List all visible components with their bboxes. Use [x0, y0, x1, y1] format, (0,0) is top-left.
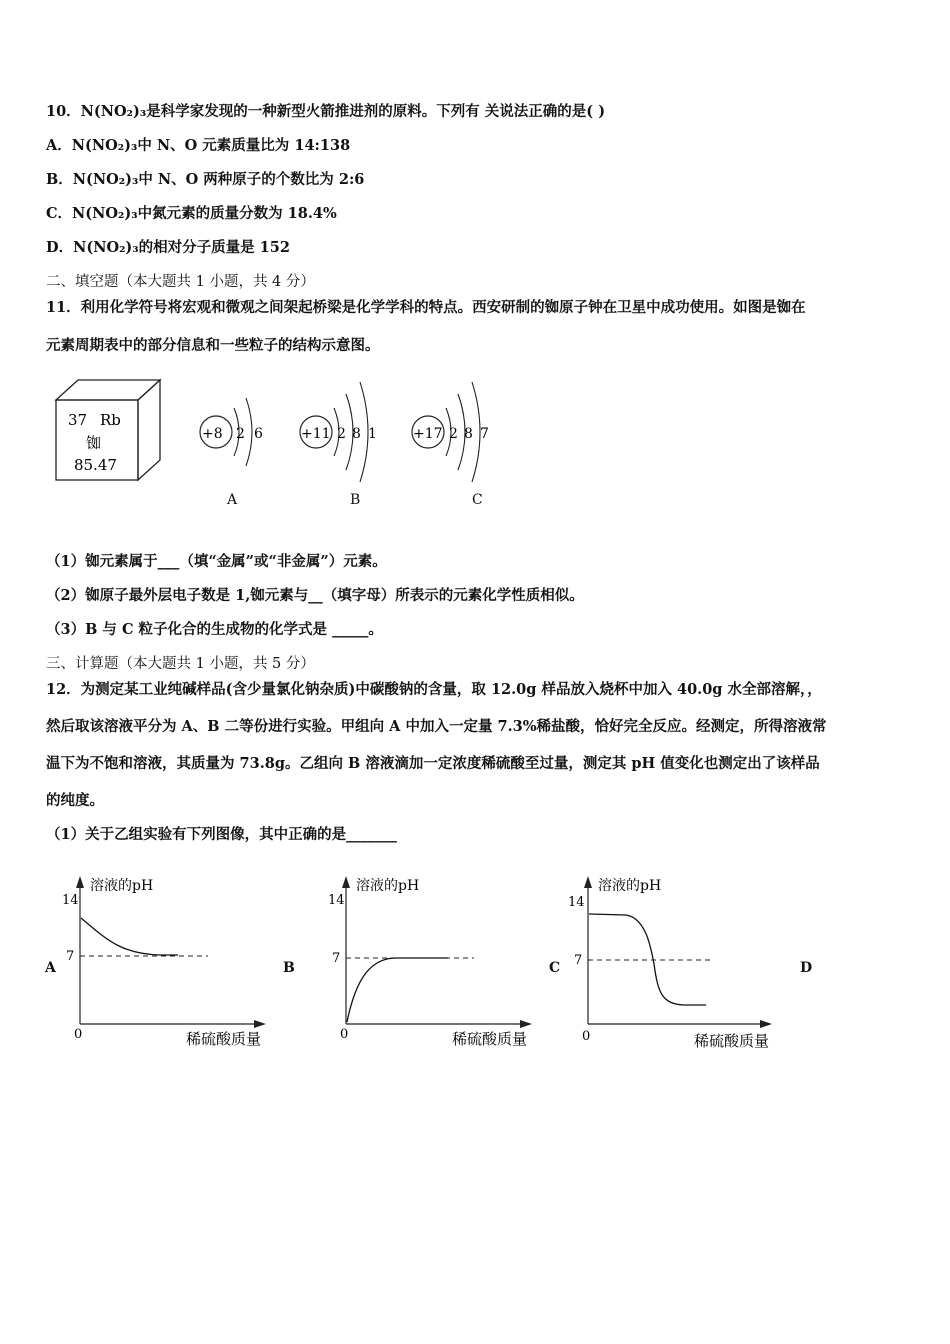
y-axis-arrow-icon [584, 876, 592, 888]
q10-option-b [46, 170, 364, 190]
q11-sub1: （1）铷元素属于___（填“金属”或“非金属”）元素。 [46, 553, 387, 570]
option-letter: D． [46, 239, 74, 256]
q11-stem-line2: 元素周期表中的部分信息和一些粒子的结构示意图。 [46, 337, 380, 354]
q12-sub1: （1）关于乙组实验有下列图像，其中正确的是_______ [46, 826, 397, 843]
element-symbol: Rb [100, 411, 121, 429]
particle-diagram-b [296, 374, 396, 486]
y-tick-7: 7 [332, 951, 341, 966]
q10-stem: 10．N(NO₂)₃是科学家发现的一种新型火箭推进剂的原料。下列有 关说法正确的是( ) [46, 103, 606, 120]
shell-electrons: 1 [368, 426, 377, 442]
graph-b [326, 868, 556, 1052]
y-axis-title: 溶液的pH [598, 878, 662, 894]
element-atomic-number: 37 [68, 411, 88, 429]
y-axis-arrow-icon [342, 876, 350, 888]
section-2-title: 二、填空题（本大题共 1 小题，共 4 分） [46, 274, 315, 290]
shell-electrons: 2 [337, 426, 346, 442]
graph-a [60, 868, 290, 1052]
section-3-title: 三、计算题（本大题共 1 小题，共 5 分） [46, 656, 315, 672]
x-axis-title: 稀硫酸质量 [452, 1030, 528, 1048]
origin-label: 0 [340, 1027, 349, 1042]
x-axis-title: 稀硫酸质量 [694, 1032, 770, 1050]
y-axis-arrow-icon [76, 876, 84, 888]
option-text: N(NO₂)₃的相对分子质量是 152 [73, 239, 290, 256]
graph-label-b: B [283, 960, 295, 976]
q12-line1: 12．为测定某工业纯碱样品(含少量氯化钠杂质)中碳酸钠的含量，取 12.0g 样品放入烧杯中加入 40.0g 水全部溶解，， [46, 681, 822, 698]
particle-diagram-a [196, 384, 276, 484]
option-letter: B． [46, 171, 73, 188]
element-atomic-mass: 85.47 [74, 456, 117, 474]
option-text: N(NO₂)₃中 N、O 元素质量比为 14:138 [71, 137, 351, 154]
q10-option-a [46, 136, 350, 156]
q11-stem-line1: 11．利用化学符号将宏观和微观之间架起桥梁是化学学科的特点。西安研制的铷原子钟在卫星中成功使用。如图是铷在 [46, 299, 806, 316]
q12-line2: 然后取该溶液平分为 A、B 二等份进行实验。甲组向 A 中加入一定量 7.3%稀盐酸，恰好完全反应。经测定，所得溶液常 [46, 718, 827, 735]
shell-electrons: 2 [449, 426, 458, 442]
q10-option-c [46, 204, 337, 224]
option-text: N(NO₂)₃中氮元素的质量分数为 18.4% [72, 205, 337, 222]
particle-label-b: B [350, 492, 361, 508]
shell-electrons: 8 [352, 426, 361, 442]
graph-label-d: D [800, 960, 813, 976]
x-axis-arrow-icon [520, 1020, 532, 1028]
ph-curve [347, 958, 448, 1022]
y-tick-14: 14 [62, 893, 79, 908]
graph-label-a: A [45, 960, 56, 976]
q12-line3: 温下为不饱和溶液，其质量为 73.8g。乙组向 B 溶液滴加一定浓度稀硫酸至过量，测定其 pH 值变化也测定出了该样品 [46, 755, 820, 772]
nucleus-charge: +11 [301, 426, 331, 442]
x-axis-arrow-icon [254, 1020, 266, 1028]
y-tick-7: 7 [66, 949, 75, 964]
origin-label: 0 [582, 1029, 591, 1044]
particle-label-c: C [472, 492, 483, 508]
option-text: N(NO₂)₃中 N、O 两种原子的个数比为 2:6 [72, 171, 365, 188]
particle-diagram-c [408, 374, 508, 486]
element-name: 铷 [86, 434, 102, 452]
nucleus-charge: +8 [202, 426, 223, 442]
graph-label-c: C [549, 960, 561, 976]
shell-electrons: 6 [254, 426, 263, 442]
option-letter: A． [46, 137, 72, 154]
x-axis-title: 稀硫酸质量 [186, 1030, 262, 1048]
shell-electrons: 8 [464, 426, 473, 442]
q12-line4: 的纯度。 [46, 792, 104, 809]
ph-curve [81, 918, 178, 955]
y-tick-14: 14 [328, 893, 345, 908]
q10-option-d [46, 238, 290, 258]
y-tick-14: 14 [568, 895, 585, 910]
q11-sub3: （3）B 与 C 粒子化合的生成物的化学式是 _____。 [46, 621, 383, 638]
element-card-figure [54, 378, 166, 484]
option-letter: C． [46, 205, 73, 222]
q11-sub2: （2）铷原子最外层电子数是 1,铷元素与__（填字母）所表示的元素化学性质相似。 [46, 587, 584, 604]
particle-label-a: A [227, 492, 238, 508]
y-tick-7: 7 [574, 953, 583, 968]
origin-label: 0 [74, 1027, 83, 1042]
x-axis-arrow-icon [760, 1020, 772, 1028]
shell-electrons: 7 [480, 426, 489, 442]
graph-c [566, 868, 796, 1052]
shell-electrons: 2 [236, 426, 245, 442]
y-axis-title: 溶液的pH [90, 878, 154, 894]
y-axis-title: 溶液的pH [356, 878, 420, 894]
nucleus-charge: +17 [413, 426, 443, 442]
